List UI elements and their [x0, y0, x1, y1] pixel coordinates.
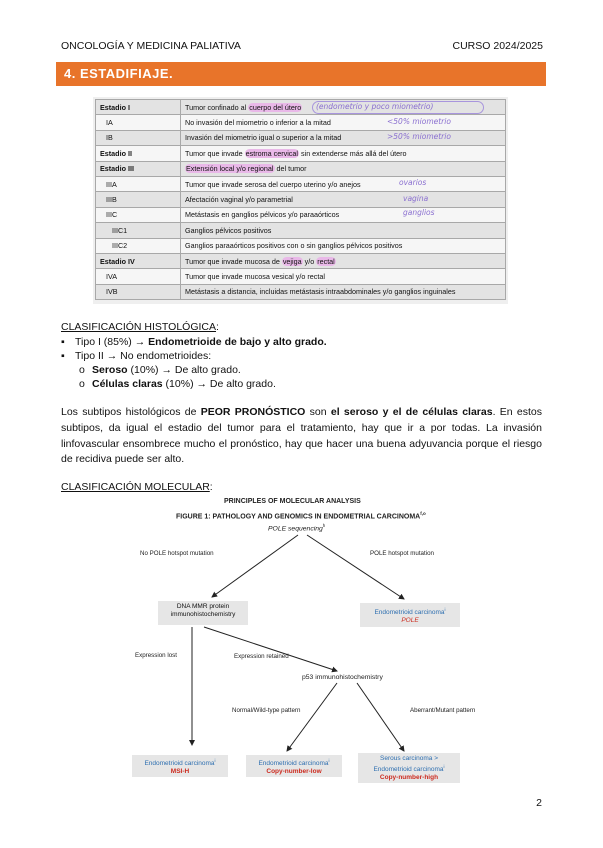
stage-description-cell: [181, 115, 506, 130]
description-text: No invasión del miometrio o inferior a la mitad: [185, 118, 331, 128]
stage-description-cell: [181, 253, 506, 268]
page-number: 2: [536, 797, 542, 809]
bullet-marker: ▪: [61, 350, 65, 362]
stage-cell: IIIC2: [96, 238, 181, 253]
staging-table-row: [96, 161, 506, 176]
description-text: Tumor que invade mucosa vesical y/o rectal: [185, 271, 325, 281]
stage-cell: Estadio I: [96, 100, 181, 115]
histologic-heading: CLASIFICACIÓN HISTOLÓGICA:: [61, 321, 219, 333]
molecular-flowchart: [132, 495, 476, 785]
description-text: Ganglios pélvicos positivos: [185, 225, 272, 235]
highlighted-text: Extensión local y/o regional: [186, 164, 274, 174]
description-text: Metástasis en ganglios pélvicos y/o paraaórticos: [185, 210, 340, 220]
label-no-pole-mutation: No POLE hotspot mutation: [140, 550, 214, 557]
pole-sequencing-node: POLE sequencing$^h$: [268, 523, 326, 533]
highlighted-text: estroma cervical: [245, 148, 298, 158]
stage-description-cell: [181, 269, 506, 284]
stage-cell: Estadio II: [96, 146, 181, 161]
arrow-aberrant: [357, 683, 404, 751]
stage-description-cell: [181, 161, 506, 176]
staging-table-row: [96, 146, 506, 161]
description-text: Afectación vaginal y/o parametrial: [185, 195, 293, 205]
handwritten-note-ib: >50% miometrio: [387, 132, 451, 141]
header-course-name: ONCOLOGÍA Y MEDICINA PALIATIVA: [61, 40, 241, 52]
handwritten-note-iiic: ganglios: [403, 208, 435, 217]
histologic-type2: Tipo II → No endometrioides:: [75, 350, 212, 362]
staging-table-row: [96, 269, 506, 284]
handwritten-note-stage1: (endometrio y poco miometrio): [316, 102, 434, 111]
staging-table-row: [96, 284, 506, 299]
label-expression-retained: Expression retained: [234, 653, 289, 660]
label-aberrant-pattern: Aberrant/Mutant pattern: [410, 707, 476, 714]
stage-cell: Estadio IV: [96, 253, 181, 268]
stage-cell: IA: [96, 115, 181, 130]
stage-cell: IIIC: [96, 207, 181, 222]
header-course-year: CURSO 2024/2025: [452, 40, 543, 52]
description-text: Tumor que invade serosa del cuerpo uterino y/o anejos: [185, 179, 361, 189]
stage-description-cell: [181, 284, 506, 299]
stage-cell: IVA: [96, 269, 181, 284]
description-text: Ganglios paraaórticos positivos con o sin ganglios pélvicos positivos: [185, 241, 403, 251]
stage-cell: IVB: [96, 284, 181, 299]
handwritten-note-ia: <50% miometrio: [387, 117, 451, 126]
prognosis-paragraph: Los subtipos histológicos de PEOR PRONÓSTICO son el seroso y el de células claras. En estos subtipos, da igual el estadio del tumor para el tratamiento, hay que ir a por todas. La invasión linfovascular ensombrece mucho el pronóstico, hay que hacer una buena adyuvancia porque el riesgo de recidiva puede ser alto.: [61, 406, 543, 466]
staging-table-row: [96, 207, 506, 222]
description-text: sin extenderse más allá del útero: [299, 148, 407, 158]
stage-cell: IIIA: [96, 176, 181, 191]
figure-title-pathology: FIGURE 1: PATHOLOGY AND GENOMICS IN ENDOMETRIAL CARCINOMA$^{f,o}$: [176, 511, 426, 521]
staging-table-row: [96, 223, 506, 238]
description-text: Metástasis a distancia, incluidas metástasis intraabdominales y/o ganglios inguinales: [185, 287, 456, 297]
sub-bullet-marker: o: [79, 364, 85, 376]
stage-description-cell: [181, 223, 506, 238]
label-pole-mutation: POLE hotspot mutation: [370, 550, 434, 557]
staging-table-row: [96, 253, 506, 268]
sub-bullet-marker: o: [79, 378, 85, 390]
description-text: del tumor: [274, 164, 307, 174]
msi-h-node: Endometrioid carcinoma$^i$ MSI-H: [132, 755, 228, 777]
p53-ihc-node: p53 immunohistochemistry: [302, 674, 383, 681]
arrow-pole: [307, 535, 404, 599]
flowchart-arrows: [132, 495, 472, 785]
description-text: Tumor confinado al: [185, 102, 249, 112]
stage-description-cell: [181, 146, 506, 161]
stage-description-cell: [181, 192, 506, 207]
pole-endometrioid-node: Endometrioid carcinoma$^i$ POLE: [360, 603, 460, 627]
stage-cell: IIIC1: [96, 223, 181, 238]
staging-table-row: [96, 238, 506, 253]
arrow-no-pole: [212, 535, 298, 597]
copy-number-low-node: Endometrioid carcinoma$^i$ Copy-number-low: [246, 755, 342, 777]
staging-table-image: [93, 97, 508, 304]
bullet-marker: ▪: [61, 336, 65, 348]
stage-description-cell: [181, 176, 506, 191]
description-text: Invasión del miometrio igual o superior a la mitad: [185, 133, 342, 143]
label-expression-lost: Expression lost: [135, 652, 177, 659]
handwritten-note-iiib: vagina: [403, 194, 429, 203]
histologic-type1: Tipo I (85%) → Endometrioide de bajo y alto grado.: [75, 336, 327, 348]
molecular-heading: CLASIFICACIÓN MOLECULAR:: [61, 481, 213, 493]
mmr-ihc-node: DNA MMR protein immunohistochemistry: [158, 601, 248, 625]
description-text: Tumor que invade: [185, 148, 245, 158]
stage-cell: IB: [96, 130, 181, 145]
section-title: 4. ESTADIFIAJE.: [56, 62, 546, 86]
stage-cell: Estadio III: [96, 161, 181, 176]
label-wild-type-pattern: Normal/Wild-type pattern: [232, 707, 301, 714]
highlighted-text: vejiga: [282, 256, 302, 266]
highlighted-text: cuerpo del útero: [249, 102, 302, 112]
stage-description-cell: [181, 238, 506, 253]
highlighted-text: rectal: [317, 256, 335, 266]
arrow-wild-type: [287, 683, 337, 751]
stage-description-cell: [181, 207, 506, 222]
histologic-clear-cell: Células claras (10%) → De alto grado.: [92, 378, 276, 390]
histologic-serous: Seroso (10%) → De alto grado.: [92, 364, 241, 376]
stage-description-cell: [181, 130, 506, 145]
arrow-expression-retained: [204, 627, 337, 671]
staging-table-row: [96, 176, 506, 191]
copy-number-high-node: Serous carcinoma > Endometrioid carcinoma$^i$ Copy-number-high: [358, 753, 460, 783]
staging-table-row: [96, 192, 506, 207]
figure-title-principles: PRINCIPLES OF MOLECULAR ANALYSIS: [224, 498, 361, 505]
description-text: Tumor que invade mucosa de: [185, 256, 282, 266]
staging-table: [95, 99, 506, 300]
stage-cell: IIIB: [96, 192, 181, 207]
handwritten-note-iiia: ovarios: [399, 178, 427, 187]
description-text: y/o: [302, 256, 317, 266]
